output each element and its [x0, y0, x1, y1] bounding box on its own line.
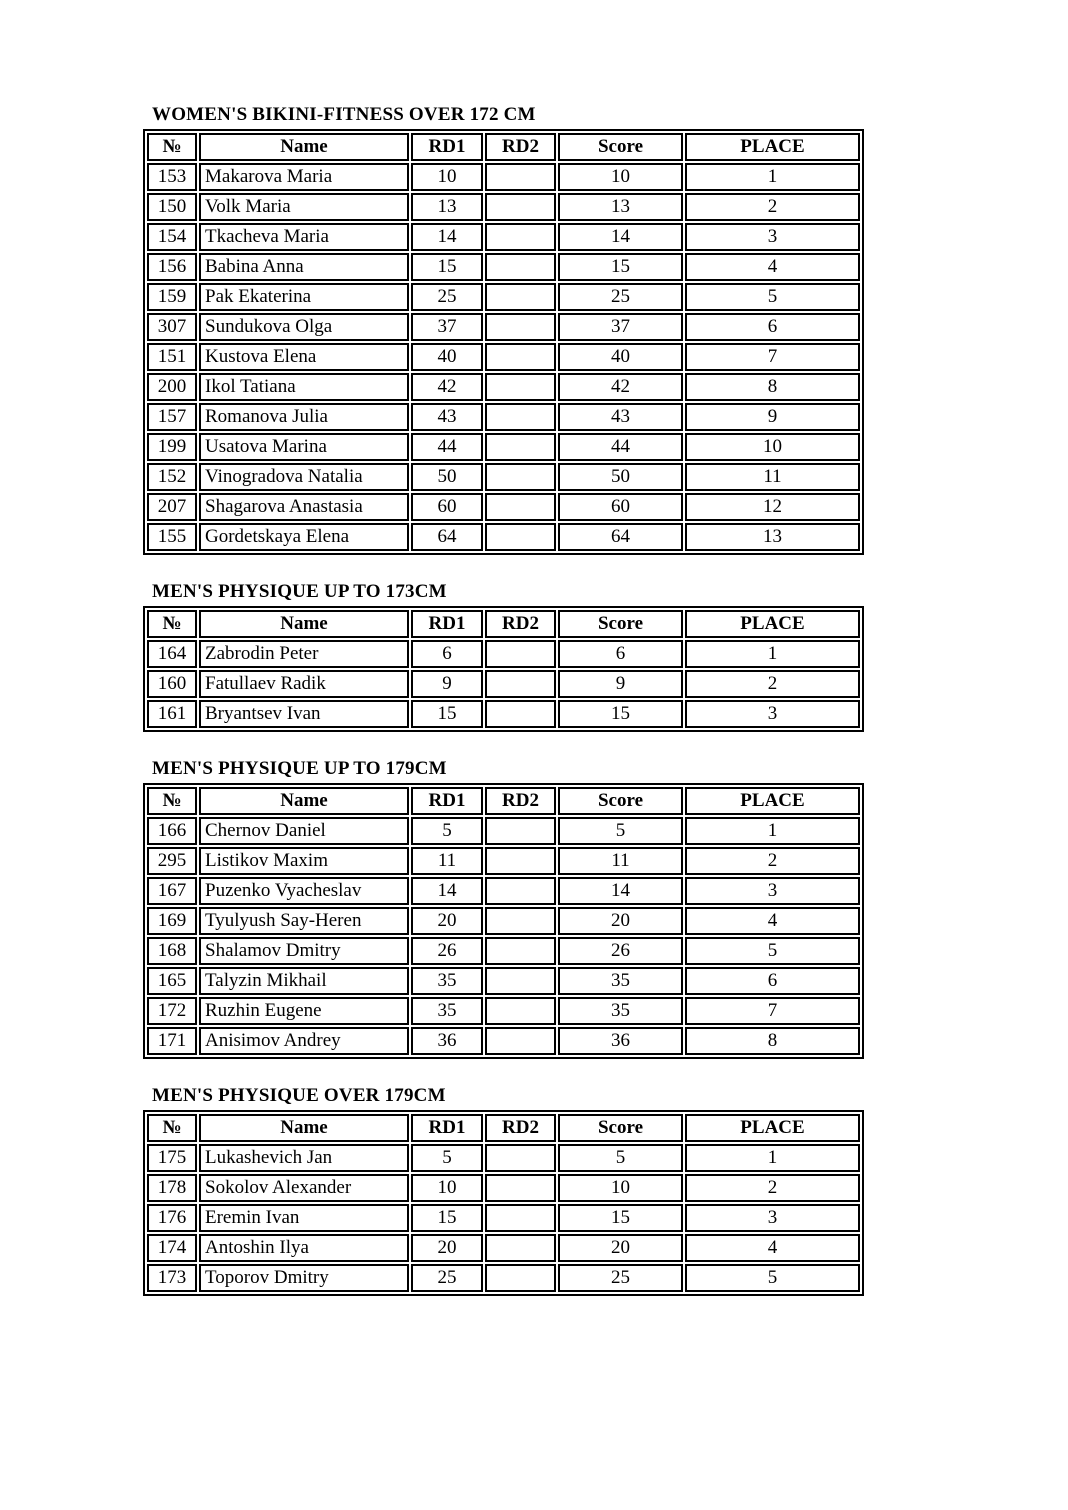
- cell-rd2: [485, 670, 556, 698]
- cell-place: 1: [685, 163, 860, 191]
- cell-competitor-number: 166: [147, 817, 197, 845]
- cell-rd2: [485, 1264, 556, 1292]
- table-row: [147, 1027, 860, 1055]
- cell-score: 25: [558, 283, 683, 311]
- column-header-rd2: RD2: [485, 1114, 556, 1142]
- cell-score: 64: [558, 523, 683, 551]
- table-row: [147, 907, 860, 935]
- cell-rd2: [485, 343, 556, 371]
- cell-score: 26: [558, 937, 683, 965]
- column-header-name: Name: [199, 1114, 409, 1142]
- cell-competitor-number: 171: [147, 1027, 197, 1055]
- cell-competitor-number: 173: [147, 1264, 197, 1292]
- column-header-name: Name: [199, 610, 409, 638]
- table-body: [147, 640, 860, 728]
- cell-competitor-number: 174: [147, 1234, 197, 1262]
- cell-rd1: 14: [411, 877, 483, 905]
- header-row: [147, 610, 860, 638]
- cell-competitor-name: Vinogradova Natalia: [199, 463, 409, 491]
- cell-competitor-number: 295: [147, 847, 197, 875]
- cell-place: 6: [685, 967, 860, 995]
- cell-rd1: 15: [411, 253, 483, 281]
- cell-score: 43: [558, 403, 683, 431]
- cell-score: 15: [558, 1204, 683, 1232]
- cell-score: 25: [558, 1264, 683, 1292]
- cell-score: 5: [558, 817, 683, 845]
- column-header-score: Score: [558, 133, 683, 161]
- cell-rd1: 6: [411, 640, 483, 668]
- table-row: [147, 403, 860, 431]
- cell-competitor-number: 176: [147, 1204, 197, 1232]
- cell-rd1: 26: [411, 937, 483, 965]
- results-table: [143, 129, 864, 555]
- table-title: MEN'S PHYSIQUE OVER 179CM: [152, 1085, 446, 1106]
- cell-place: 7: [685, 343, 860, 371]
- cell-rd1: 43: [411, 403, 483, 431]
- cell-score: 35: [558, 967, 683, 995]
- cell-competitor-name: Listikov Maxim: [199, 847, 409, 875]
- cell-place: 13: [685, 523, 860, 551]
- cell-rd2: [485, 523, 556, 551]
- table-row: [147, 493, 860, 521]
- cell-rd2: [485, 1144, 556, 1172]
- cell-score: 37: [558, 313, 683, 341]
- cell-score: 40: [558, 343, 683, 371]
- cell-rd1: 37: [411, 313, 483, 341]
- cell-place: 1: [685, 817, 860, 845]
- cell-place: 3: [685, 877, 860, 905]
- cell-rd1: 35: [411, 967, 483, 995]
- cell-rd2: [485, 817, 556, 845]
- cell-place: 3: [685, 1204, 860, 1232]
- cell-rd1: 35: [411, 997, 483, 1025]
- cell-rd2: [485, 967, 556, 995]
- table-row: [147, 253, 860, 281]
- cell-rd2: [485, 1174, 556, 1202]
- cell-competitor-name: Anisimov Andrey: [199, 1027, 409, 1055]
- cell-rd2: [485, 163, 556, 191]
- cell-competitor-name: Usatova Marina: [199, 433, 409, 461]
- cell-rd2: [485, 997, 556, 1025]
- cell-score: 35: [558, 997, 683, 1025]
- table-row: [147, 373, 860, 401]
- table-row: [147, 1204, 860, 1232]
- cell-rd2: [485, 700, 556, 728]
- column-header-place: PLACE: [685, 1114, 860, 1142]
- cell-competitor-number: 157: [147, 403, 197, 431]
- cell-score: 5: [558, 1144, 683, 1172]
- cell-score: 10: [558, 163, 683, 191]
- tables-container: [143, 104, 1068, 1296]
- cell-place: 3: [685, 223, 860, 251]
- cell-place: 4: [685, 907, 860, 935]
- cell-score: 42: [558, 373, 683, 401]
- table-block-1: [143, 581, 864, 732]
- column-header-place: PLACE: [685, 610, 860, 638]
- column-header-rd2: RD2: [485, 787, 556, 815]
- cell-rd1: 42: [411, 373, 483, 401]
- table-block-2: [143, 758, 864, 1059]
- cell-place: 1: [685, 640, 860, 668]
- cell-rd2: [485, 433, 556, 461]
- cell-competitor-name: Lukashevich Jan: [199, 1144, 409, 1172]
- cell-competitor-number: 169: [147, 907, 197, 935]
- cell-competitor-number: 159: [147, 283, 197, 311]
- column-header-no: №: [147, 133, 197, 161]
- cell-competitor-number: 167: [147, 877, 197, 905]
- table-title: WOMEN'S BIKINI-FITNESS OVER 172 CM: [152, 104, 536, 125]
- cell-competitor-number: 152: [147, 463, 197, 491]
- cell-rd1: 44: [411, 433, 483, 461]
- cell-competitor-number: 175: [147, 1144, 197, 1172]
- cell-rd2: [485, 373, 556, 401]
- column-header-name: Name: [199, 133, 409, 161]
- cell-competitor-number: 155: [147, 523, 197, 551]
- cell-competitor-number: 307: [147, 313, 197, 341]
- cell-rd1: 25: [411, 283, 483, 311]
- cell-rd1: 50: [411, 463, 483, 491]
- cell-rd2: [485, 193, 556, 221]
- table-row: [147, 967, 860, 995]
- cell-competitor-number: 156: [147, 253, 197, 281]
- cell-rd1: 20: [411, 907, 483, 935]
- cell-competitor-name: Kustova Elena: [199, 343, 409, 371]
- cell-competitor-name: Tyulyush Say-Heren: [199, 907, 409, 935]
- cell-place: 8: [685, 1027, 860, 1055]
- table-row: [147, 523, 860, 551]
- cell-rd2: [485, 463, 556, 491]
- cell-competitor-name: Eremin Ivan: [199, 1204, 409, 1232]
- cell-place: 4: [685, 253, 860, 281]
- cell-competitor-number: 154: [147, 223, 197, 251]
- cell-competitor-name: Gordetskaya Elena: [199, 523, 409, 551]
- results-table: [143, 783, 864, 1059]
- table-row: [147, 163, 860, 191]
- cell-score: 15: [558, 700, 683, 728]
- cell-rd1: 10: [411, 163, 483, 191]
- cell-score: 9: [558, 670, 683, 698]
- cell-score: 13: [558, 193, 683, 221]
- column-header-place: PLACE: [685, 787, 860, 815]
- cell-place: 5: [685, 283, 860, 311]
- cell-competitor-name: Sundukova Olga: [199, 313, 409, 341]
- cell-rd2: [485, 907, 556, 935]
- table-row: [147, 937, 860, 965]
- table-row: [147, 1174, 860, 1202]
- table-row: [147, 433, 860, 461]
- cell-place: 3: [685, 700, 860, 728]
- cell-rd1: 11: [411, 847, 483, 875]
- cell-place: 10: [685, 433, 860, 461]
- cell-competitor-number: 200: [147, 373, 197, 401]
- cell-competitor-name: Ruzhin Eugene: [199, 997, 409, 1025]
- cell-competitor-name: Romanova Julia: [199, 403, 409, 431]
- cell-rd1: 9: [411, 670, 483, 698]
- cell-competitor-name: Zabrodin Peter: [199, 640, 409, 668]
- cell-rd2: [485, 1234, 556, 1262]
- cell-place: 11: [685, 463, 860, 491]
- cell-competitor-name: Talyzin Mikhail: [199, 967, 409, 995]
- table-row: [147, 1234, 860, 1262]
- cell-competitor-number: 161: [147, 700, 197, 728]
- cell-place: 2: [685, 670, 860, 698]
- table-body: [147, 1144, 860, 1292]
- cell-score: 60: [558, 493, 683, 521]
- cell-rd1: 15: [411, 1204, 483, 1232]
- column-header-no: №: [147, 1114, 197, 1142]
- table-row: [147, 193, 860, 221]
- cell-competitor-name: Shagarova Anastasia: [199, 493, 409, 521]
- cell-rd2: [485, 283, 556, 311]
- cell-competitor-number: 172: [147, 997, 197, 1025]
- cell-place: 2: [685, 193, 860, 221]
- cell-rd1: 60: [411, 493, 483, 521]
- cell-score: 14: [558, 877, 683, 905]
- cell-place: 5: [685, 1264, 860, 1292]
- cell-score: 36: [558, 1027, 683, 1055]
- cell-competitor-name: Shalamov Dmitry: [199, 937, 409, 965]
- table-row: [147, 463, 860, 491]
- cell-competitor-name: Toporov Dmitry: [199, 1264, 409, 1292]
- cell-competitor-name: Fatullaev Radik: [199, 670, 409, 698]
- table-row: [147, 700, 860, 728]
- column-header-score: Score: [558, 1114, 683, 1142]
- cell-competitor-number: 153: [147, 163, 197, 191]
- cell-rd2: [485, 1204, 556, 1232]
- cell-competitor-name: Babina Anna: [199, 253, 409, 281]
- table-title: MEN'S PHYSIQUE UP TO 179CM: [152, 758, 447, 779]
- cell-competitor-name: Sokolov Alexander: [199, 1174, 409, 1202]
- cell-competitor-number: 164: [147, 640, 197, 668]
- cell-rd1: 25: [411, 1264, 483, 1292]
- cell-place: 5: [685, 937, 860, 965]
- table-row: [147, 313, 860, 341]
- column-header-rd1: RD1: [411, 787, 483, 815]
- cell-rd1: 36: [411, 1027, 483, 1055]
- cell-score: 44: [558, 433, 683, 461]
- table-row: [147, 817, 860, 845]
- cell-rd1: 20: [411, 1234, 483, 1262]
- table-row: [147, 283, 860, 311]
- cell-competitor-name: Tkacheva Maria: [199, 223, 409, 251]
- table-row: [147, 877, 860, 905]
- cell-competitor-name: Volk Maria: [199, 193, 409, 221]
- cell-competitor-number: 207: [147, 493, 197, 521]
- cell-rd2: [485, 403, 556, 431]
- table-row: [147, 1144, 860, 1172]
- cell-place: 7: [685, 997, 860, 1025]
- cell-competitor-name: Makarova Maria: [199, 163, 409, 191]
- table-row: [147, 343, 860, 371]
- cell-competitor-name: Bryantsev Ivan: [199, 700, 409, 728]
- results-table: [143, 1110, 864, 1296]
- cell-competitor-number: 168: [147, 937, 197, 965]
- cell-rd2: [485, 847, 556, 875]
- cell-score: 20: [558, 907, 683, 935]
- cell-rd1: 13: [411, 193, 483, 221]
- cell-rd2: [485, 937, 556, 965]
- cell-competitor-number: 165: [147, 967, 197, 995]
- cell-rd1: 15: [411, 700, 483, 728]
- table-row: [147, 640, 860, 668]
- cell-rd2: [485, 493, 556, 521]
- cell-competitor-number: 178: [147, 1174, 197, 1202]
- column-header-score: Score: [558, 787, 683, 815]
- cell-competitor-number: 151: [147, 343, 197, 371]
- column-header-rd1: RD1: [411, 133, 483, 161]
- cell-rd1: 64: [411, 523, 483, 551]
- table-block-0: [143, 104, 864, 555]
- cell-place: 4: [685, 1234, 860, 1262]
- cell-competitor-name: Puzenko Vyacheslav: [199, 877, 409, 905]
- cell-place: 2: [685, 847, 860, 875]
- cell-rd2: [485, 223, 556, 251]
- cell-score: 20: [558, 1234, 683, 1262]
- cell-place: 1: [685, 1144, 860, 1172]
- column-header-rd2: RD2: [485, 133, 556, 161]
- cell-rd2: [485, 877, 556, 905]
- cell-score: 10: [558, 1174, 683, 1202]
- cell-rd1: 40: [411, 343, 483, 371]
- header-row: [147, 1114, 860, 1142]
- column-header-rd1: RD1: [411, 610, 483, 638]
- header-row: [147, 787, 860, 815]
- cell-competitor-name: Pak Ekaterina: [199, 283, 409, 311]
- cell-score: 11: [558, 847, 683, 875]
- column-header-score: Score: [558, 610, 683, 638]
- cell-score: 14: [558, 223, 683, 251]
- column-header-rd1: RD1: [411, 1114, 483, 1142]
- cell-place: 9: [685, 403, 860, 431]
- cell-competitor-number: 150: [147, 193, 197, 221]
- table-row: [147, 670, 860, 698]
- cell-rd2: [485, 640, 556, 668]
- cell-competitor-name: Antoshin Ilya: [199, 1234, 409, 1262]
- table-body: [147, 163, 860, 551]
- column-header-no: №: [147, 787, 197, 815]
- cell-score: 15: [558, 253, 683, 281]
- column-header-no: №: [147, 610, 197, 638]
- table-title: MEN'S PHYSIQUE UP TO 173CM: [152, 581, 447, 602]
- cell-place: 8: [685, 373, 860, 401]
- cell-rd1: 5: [411, 1144, 483, 1172]
- cell-competitor-number: 199: [147, 433, 197, 461]
- header-row: [147, 133, 860, 161]
- table-row: [147, 1264, 860, 1292]
- column-header-name: Name: [199, 787, 409, 815]
- cell-score: 50: [558, 463, 683, 491]
- table-row: [147, 223, 860, 251]
- cell-place: 12: [685, 493, 860, 521]
- table-body: [147, 817, 860, 1055]
- cell-rd2: [485, 1027, 556, 1055]
- cell-place: 2: [685, 1174, 860, 1202]
- cell-score: 6: [558, 640, 683, 668]
- table-block-3: [143, 1085, 864, 1296]
- column-header-rd2: RD2: [485, 610, 556, 638]
- table-row: [147, 997, 860, 1025]
- cell-rd1: 10: [411, 1174, 483, 1202]
- cell-rd2: [485, 313, 556, 341]
- cell-competitor-name: Ikol Tatiana: [199, 373, 409, 401]
- cell-competitor-name: Chernov Daniel: [199, 817, 409, 845]
- cell-rd1: 5: [411, 817, 483, 845]
- cell-competitor-number: 160: [147, 670, 197, 698]
- table-row: [147, 847, 860, 875]
- results-table: [143, 606, 864, 732]
- cell-place: 6: [685, 313, 860, 341]
- cell-rd1: 14: [411, 223, 483, 251]
- column-header-place: PLACE: [685, 133, 860, 161]
- cell-rd2: [485, 253, 556, 281]
